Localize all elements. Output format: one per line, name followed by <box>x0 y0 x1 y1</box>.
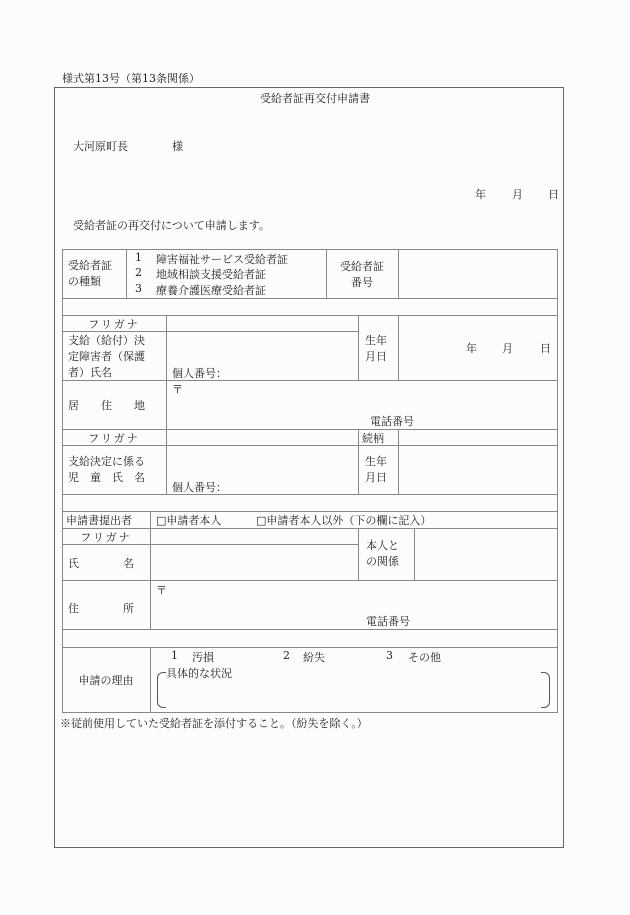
addressee-honorific: 様 <box>172 140 183 153</box>
submitter-furigana-label: フリガナ <box>80 531 132 544</box>
guardian-furigana-label: フリガナ <box>88 318 140 331</box>
child-furigana-label: フリガナ <box>88 432 140 445</box>
guardian-name-label-1: 支給（給付）決 <box>68 334 145 347</box>
child-name-label-2: 児 童 氏 名 <box>68 471 145 484</box>
child-birth-label-1: 生年 <box>365 455 387 468</box>
submitter-label: 申請書提出者 <box>66 514 132 527</box>
cert-option-3[interactable]: 療養介護医療受給者証 <box>156 284 266 297</box>
detail-bracket-right <box>541 672 550 708</box>
cert-option-1[interactable]: 障害福祉サービス受給者証 <box>156 253 288 266</box>
child-personal-number-label[interactable]: 個人番号： <box>172 481 227 494</box>
reason-option-3-num[interactable]: 3 <box>386 649 393 662</box>
cert-number-label-2: 番号 <box>351 276 373 289</box>
submitter-relation-field[interactable] <box>416 530 555 578</box>
cert-option-1-num[interactable]: 1 <box>135 251 142 264</box>
guardian-name-label-2: 定障害者（保護 <box>68 350 145 363</box>
submitter-option-self[interactable]: □申請者本人 <box>156 514 222 527</box>
form-title: 受給者証再交付申請書 <box>260 92 370 105</box>
cert-option-2[interactable]: 地域相談支援受給者証 <box>156 268 266 281</box>
submitter-name-field[interactable] <box>152 546 356 579</box>
cert-type-label-2: の種類 <box>68 275 101 288</box>
submitter-phone-label[interactable]: 電話番号 <box>366 615 410 628</box>
reason-option-1-num[interactable]: 1 <box>171 649 178 662</box>
submitter-option-other[interactable]: □申請者本人以外（下の欄に記入） <box>256 514 432 527</box>
date-day[interactable]: 日 <box>548 188 559 201</box>
guardian-personal-number-label[interactable]: 個人番号： <box>172 367 227 380</box>
form-number: 様式第13号（第13条関係） <box>62 72 200 85</box>
guardian-furigana-field[interactable] <box>168 316 356 330</box>
reason-option-2[interactable]: 紛失 <box>303 651 325 664</box>
guardian-phone-label[interactable]: 電話番号 <box>370 415 414 428</box>
cert-option-2-num[interactable]: 2 <box>135 266 142 279</box>
reason-label: 申請の理由 <box>78 674 134 687</box>
submitter-relation-label-1: 本人と <box>366 539 399 552</box>
date-month[interactable]: 月 <box>512 188 523 201</box>
child-birth-field[interactable] <box>400 447 555 493</box>
child-furigana-field[interactable] <box>168 430 356 444</box>
guardian-birth-year[interactable]: 年 <box>466 342 477 355</box>
child-birth-label-2: 月日 <box>365 471 387 484</box>
reason-option-3[interactable]: その他 <box>408 651 441 664</box>
cert-number-field[interactable] <box>400 250 555 296</box>
reason-detail-label: 具体的な状況 <box>166 667 232 680</box>
detail-bracket-left <box>157 672 166 708</box>
reason-detail-field[interactable] <box>168 680 538 706</box>
submitter-relation-label-2: の関係 <box>366 555 399 568</box>
guardian-birth-month[interactable]: 月 <box>502 342 513 355</box>
submitter-address-label: 住 所 <box>68 602 134 615</box>
child-name-label-1: 支給決定に係る <box>68 455 145 468</box>
addressee-name: 大河原町長 <box>73 140 128 153</box>
submitter-postal-mark[interactable]: 〒 <box>156 584 167 597</box>
footnote: ※従前使用していた受給者証を添付すること。（紛失を除く。） <box>60 717 368 730</box>
statement: 受給者証の再交付について申請します。 <box>73 219 270 232</box>
guardian-birth-label-1: 生年 <box>365 334 387 347</box>
guardian-birth-label-2: 月日 <box>365 350 387 363</box>
cert-option-3-num[interactable]: 3 <box>135 282 142 295</box>
submitter-name-label: 氏 名 <box>68 557 134 570</box>
guardian-name-label-3: 者）氏名 <box>68 366 112 379</box>
child-relation-label: 続柄 <box>362 432 384 445</box>
guardian-birth-day[interactable]: 日 <box>540 342 551 355</box>
reason-option-1[interactable]: 汚損 <box>192 651 214 664</box>
date-year[interactable]: 年 <box>475 188 486 201</box>
guardian-address-label: 居 住 地 <box>68 399 145 412</box>
cert-number-label-1: 受給者証 <box>340 260 384 273</box>
cert-type-label-1: 受給者証 <box>68 259 112 272</box>
submitter-furigana-field[interactable] <box>152 529 356 543</box>
guardian-postal-mark[interactable]: 〒 <box>172 383 183 396</box>
child-relation-field[interactable] <box>400 430 555 444</box>
reason-option-2-num[interactable]: 2 <box>283 649 290 662</box>
